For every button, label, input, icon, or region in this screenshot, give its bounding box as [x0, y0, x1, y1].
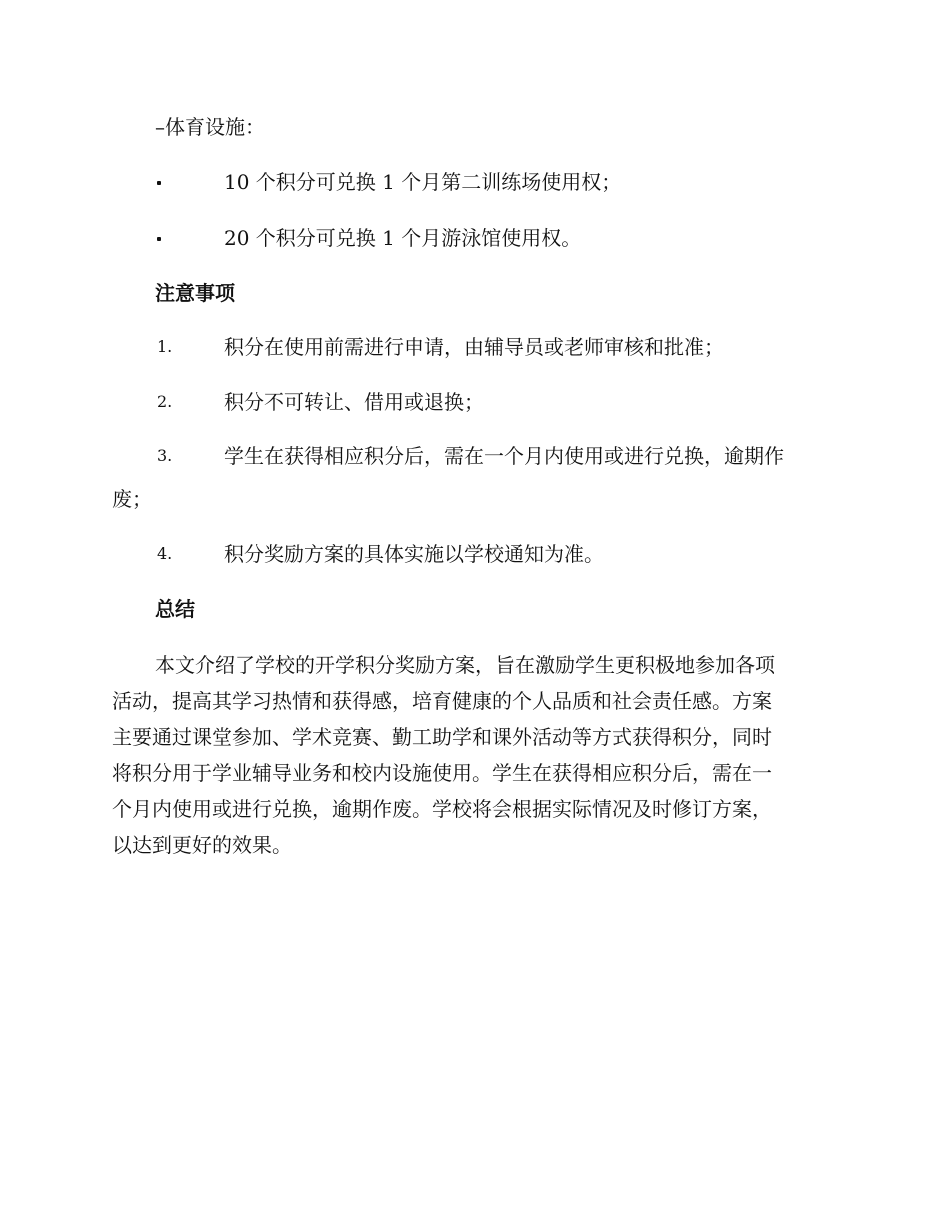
- sports-facilities-label: –体育设施：: [155, 115, 265, 139]
- notes-heading: 注意事项: [155, 281, 235, 305]
- note-item-3: 学生在获得相应积分后，需在一个月内使用或进行兑换，逾期作: [224, 444, 784, 468]
- note-number-3: 3.: [157, 446, 173, 465]
- summary-line: 将积分用于学业辅导业务和校内设施使用。学生在获得相应积分后，需在一: [112, 761, 772, 785]
- sports-item-2: 20 个积分可兑换 1 个月游泳馆使用权。: [224, 226, 582, 250]
- note-number-2: 2.: [157, 392, 173, 411]
- summary-paragraph: [112, 647, 832, 863]
- note-number-1: 1.: [157, 337, 173, 356]
- sports-item-1: 10 个积分可兑换 1 个月第二训练场使用权；: [224, 170, 622, 194]
- summary-heading: 总结: [155, 597, 195, 621]
- summary-line: 以达到更好的效果。: [112, 833, 292, 857]
- summary-line: 个月内使用或进行兑换，逾期作废。学校将会根据实际情况及时修订方案，: [112, 797, 772, 821]
- note-item-3-continuation: 废；: [112, 487, 152, 511]
- summary-line: 本文介绍了学校的开学积分奖励方案，旨在激励学生更积极地参加各项: [155, 653, 775, 677]
- note-number-4: 4.: [157, 544, 173, 563]
- note-item-2: 积分不可转让、借用或退换；: [224, 390, 484, 414]
- summary-line: 主要通过课堂参加、学术竞赛、勤工助学和课外活动等方式获得积分，同时: [112, 725, 772, 749]
- bullet-icon: [157, 237, 161, 241]
- note-item-1: 积分在使用前需进行申请，由辅导员或老师审核和批准；: [224, 335, 724, 359]
- bullet-icon: [157, 181, 161, 185]
- summary-line: 活动，提高其学习热情和获得感，培育健康的个人品质和社会责任感。方案: [112, 689, 772, 713]
- note-item-4: 积分奖励方案的具体实施以学校通知为准。: [224, 542, 604, 566]
